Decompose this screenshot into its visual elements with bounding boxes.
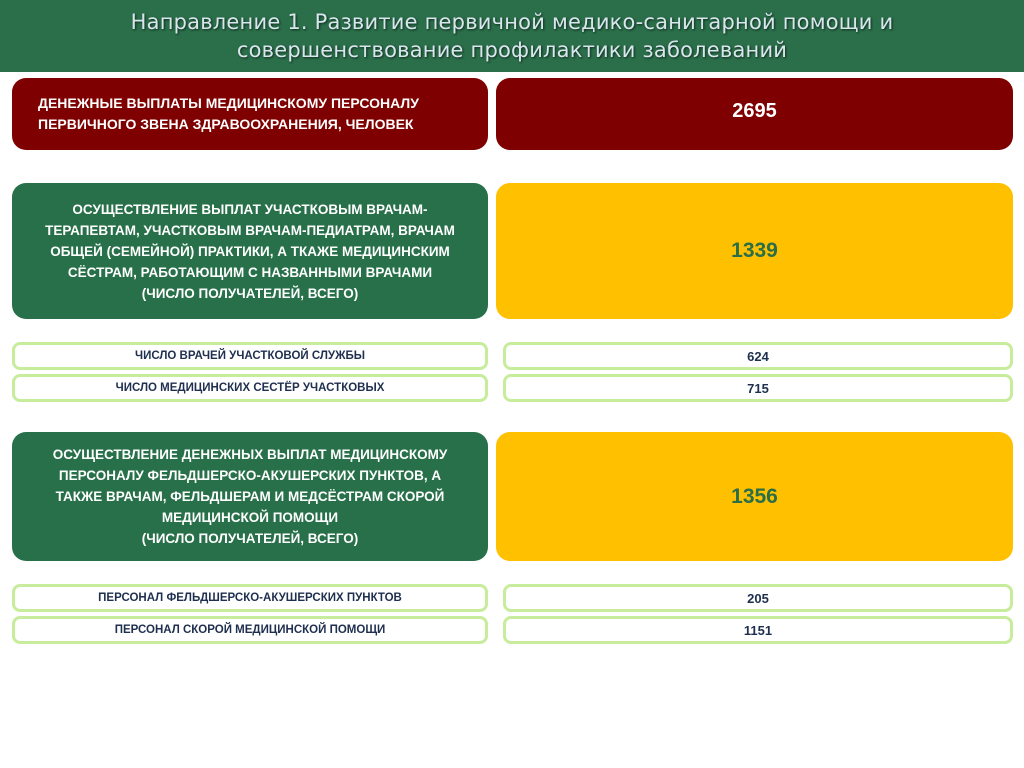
fap-ambulance-payments-label-box <box>12 432 488 561</box>
fap-ambulance-payments-value: 1356 <box>731 484 778 508</box>
label-line: ТАКЖЕ ВРАЧАМ, ФЕЛЬДШЕРАМ И МЕДСЁСТРАМ СКОРОЙ <box>55 489 445 504</box>
ambulance-staff-value: 1151 <box>743 622 773 638</box>
label-line: ОБЩЕЙ (СЕМЕЙНОЙ) ПРАКТИКИ, А ТКАЖЕ МЕДИЦИНСКИМ <box>50 243 450 259</box>
district-nurses-label-pill <box>12 374 488 402</box>
slide-title: Направление 1. Развитие первичной медико-санитарной помощи и совершенствование профилактики заболеваний <box>130 10 894 62</box>
fap-ambulance-payments-label <box>53 444 448 549</box>
district-payments-label-box <box>12 183 488 319</box>
label-line: МЕДИЦИНСКОЙ ПОМОЩИ <box>161 510 339 525</box>
ambulance-staff-label: ПЕРСОНАЛ СКОРОЙ МЕДИЦИНСКОЙ ПОМОЩИ <box>114 624 386 636</box>
fap-ambulance-payments-value-box <box>496 432 1013 561</box>
district-nurses-value-pill <box>503 374 1013 402</box>
district-nurses-value: 715 <box>747 380 769 396</box>
ambulance-staff-label-pill <box>12 616 488 644</box>
district-payments-label <box>45 199 455 304</box>
district-doctors-value: 624 <box>747 348 769 364</box>
district-doctors-value-pill <box>503 342 1013 370</box>
label-line: ОСУЩЕСТВЛЕНИЕ ВЫПЛАТ УЧАСТКОВЫМ ВРАЧАМ- <box>72 201 428 217</box>
total-payments-value: 2695 <box>732 99 777 122</box>
total-payments-value-box <box>496 78 1013 150</box>
label-line: ОСУЩЕСТВЛЕНИЕ ДЕНЕЖНЫХ ВЫПЛАТ МЕДИЦИНСКОМУ <box>52 447 448 462</box>
district-doctors-label-pill <box>12 342 488 370</box>
label-line: (ЧИСЛО ПОЛУЧАТЕЛЕЙ, ВСЕГО) <box>141 531 359 546</box>
fap-staff-value: 205 <box>747 590 769 606</box>
district-doctors-label: ЧИСЛО ВРАЧЕЙ УЧАСТКОВОЙ СЛУЖБЫ <box>134 350 366 362</box>
district-payments-value: 1339 <box>731 239 778 262</box>
district-nurses-label: ЧИСЛО МЕДИЦИНСКИХ СЕСТЁР УЧАСТКОВЫХ <box>115 382 385 394</box>
total-payments-label-box <box>12 78 488 150</box>
district-payments-value-box <box>496 183 1013 319</box>
label-line: ПЕРСОНАЛУ ФЕЛЬДШЕРСКО-АКУШЕРСКИХ ПУНКТОВ, А <box>58 468 442 483</box>
label-line: (ЧИСЛО ПОЛУЧАТЕЛЕЙ, ВСЕГО) <box>141 285 359 301</box>
slide-header <box>0 0 1024 72</box>
fap-staff-label: ПЕРСОНАЛ ФЕЛЬДШЕРСКО-АКУШЕРСКИХ ПУНКТОВ <box>98 592 402 604</box>
fap-staff-value-pill <box>503 584 1013 612</box>
label-line: СЁСТРАМ, РАБОТАЮЩИМ С НАЗВАННЫМИ ВРАЧАМИ <box>67 264 433 280</box>
label-line: ТЕРАПЕВТАМ, УЧАСТКОВЫМ ВРАЧАМ-ПЕДИАТРАМ, ВРАЧАМ <box>45 222 455 238</box>
total-payments-label: ДЕНЕЖНЫЕ ВЫПЛАТЫ МЕДИЦИНСКОМУ ПЕРСОНАЛУ ПЕРВИЧНОГО ЗВЕНА ЗДРАВООХРАНЕНИЯ, ЧЕЛОВЕК <box>38 95 419 132</box>
fap-staff-label-pill <box>12 584 488 612</box>
ambulance-staff-value-pill <box>503 616 1013 644</box>
